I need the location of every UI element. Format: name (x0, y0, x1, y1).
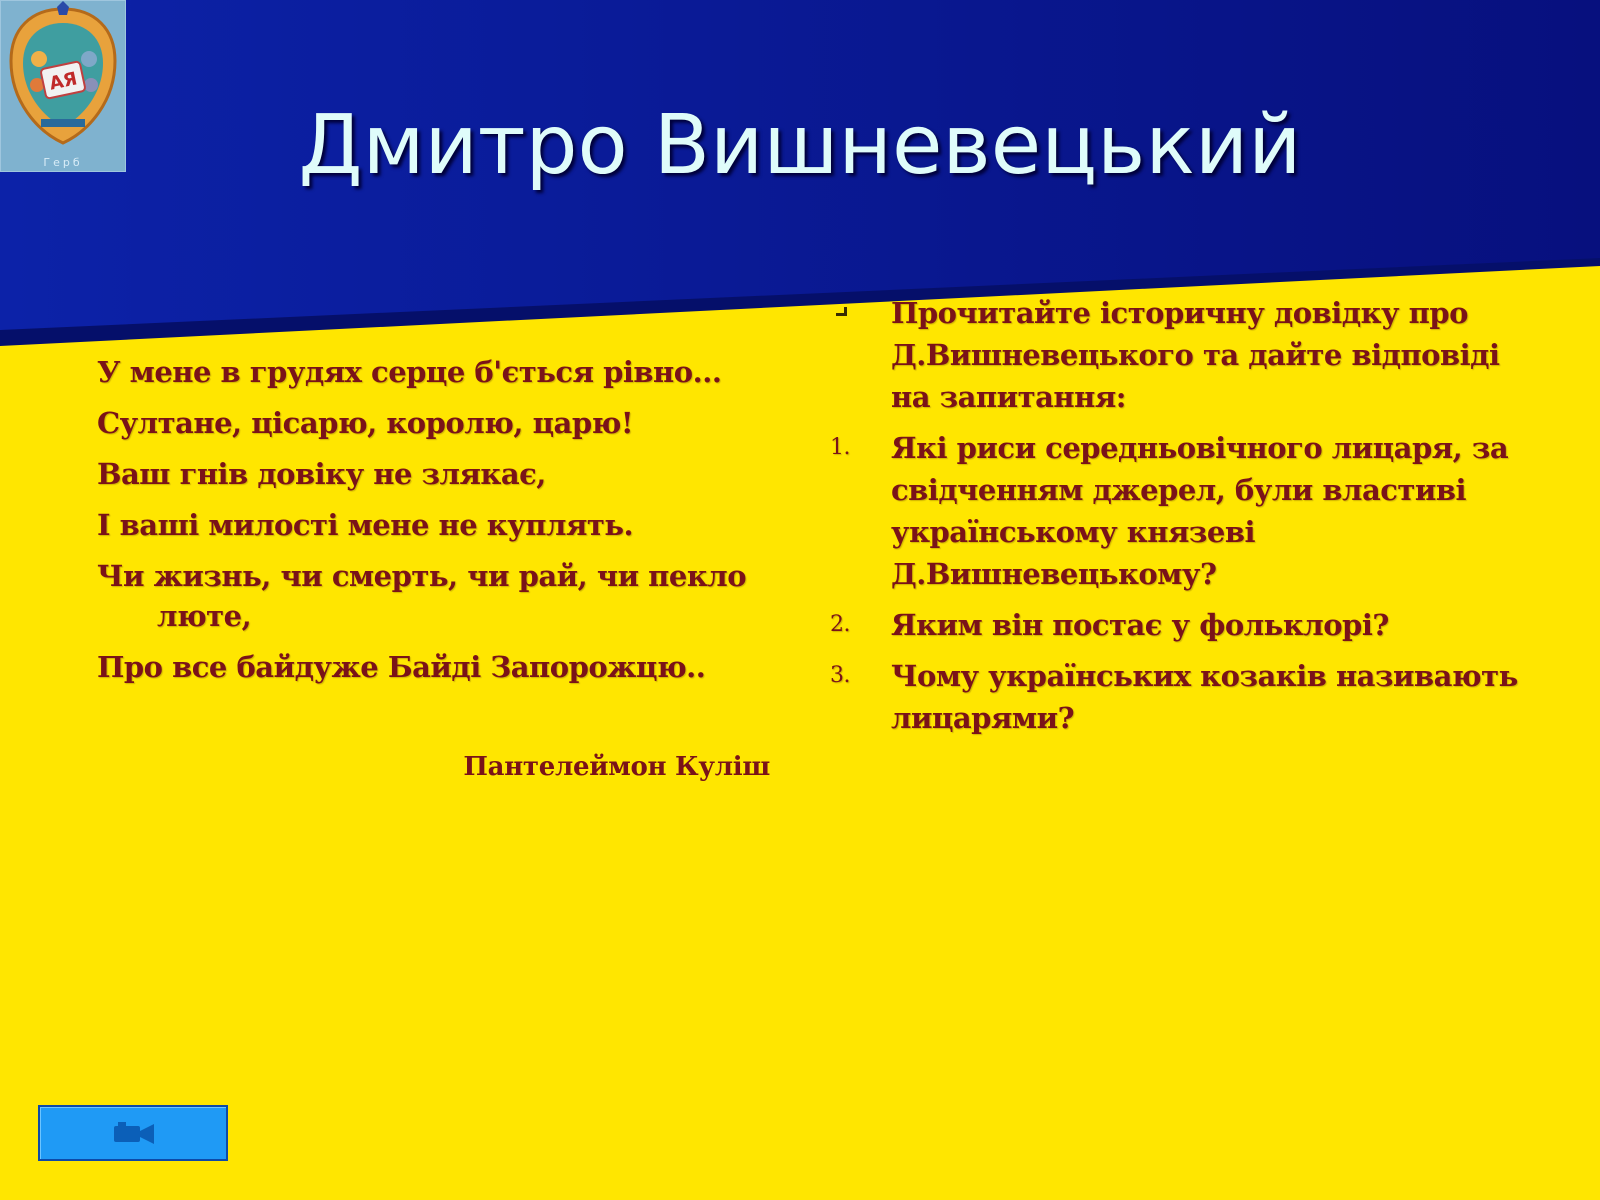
question-text: Чому українських козаків називають лицарями? (891, 659, 1518, 735)
poem-line: Ваш гнів довіку не злякає, (97, 457, 546, 491)
task-block (830, 292, 1530, 748)
question-number: 2. (830, 612, 850, 637)
question-item (830, 604, 1530, 646)
question-number: 1. (830, 435, 850, 460)
poem-block (97, 352, 777, 698)
poem-line: Чи жизнь, чи смерть, чи рай, чи пекло люте, (97, 559, 747, 633)
video-action-button[interactable] (38, 1105, 228, 1161)
poem-line: Про все байдуже Байді Запорожцю.. (97, 650, 706, 684)
question-text: Яким він постає у фольклорі? (891, 608, 1389, 642)
poem-line: У мене в грудях серце б'ється рівно... (97, 355, 722, 389)
task-intro-item (830, 292, 1530, 418)
question-number: 3. (830, 663, 850, 688)
svg-text:АЯ: АЯ (47, 68, 80, 95)
slide-title: Дмитро Вишневецький (298, 98, 1302, 193)
emblem-caption: Герб (43, 156, 83, 169)
poem-line: І ваші милості мене не куплять. (97, 508, 634, 542)
video-camera-icon (112, 1121, 158, 1147)
square-bullet-icon (836, 307, 847, 316)
question-item (830, 427, 1530, 595)
question-item (830, 655, 1530, 739)
poem-line: Султане, цісарю, королю, царю! (97, 406, 634, 440)
question-text: Які риси середньовічного лицаря, за свідченням джерел, були властиві українському князеві Д.Вишневецькому? (891, 431, 1509, 591)
task-intro-text: Прочитайте історичну довідку про Д.Вишневецького та дайте відповіді на запитання: (891, 296, 1500, 414)
poem-author: Пантелеймон Куліш (463, 752, 770, 782)
